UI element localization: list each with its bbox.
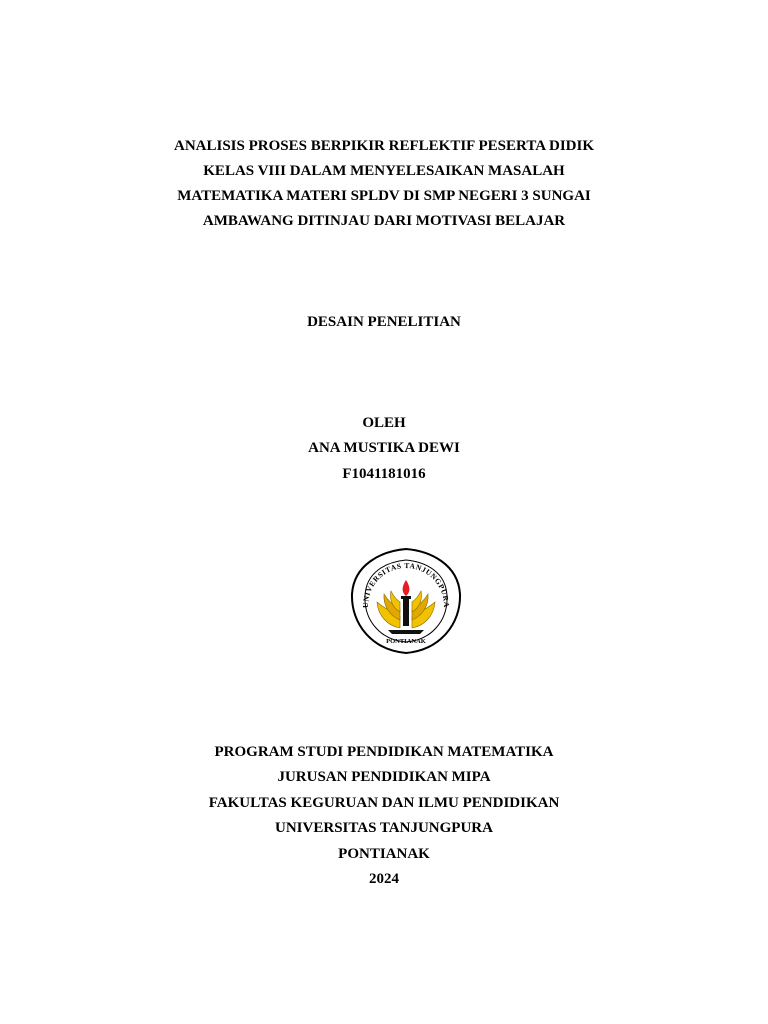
- author-label: OLEH: [362, 415, 406, 431]
- document-type: DESAIN PENELITIAN: [307, 314, 461, 330]
- title-line-3: MATEMATIKA MATERI SPLDV DI SMP NEGERI 3 SUNGAI: [177, 188, 591, 204]
- institution-line-5: PONTIANAK: [338, 846, 430, 862]
- logo-ring-text: UNIVERSITAS TANJUNGPURA: [360, 560, 452, 609]
- title-line-2: KELAS VIII DALAM MENYELESAIKAN MASALAH: [203, 163, 565, 179]
- institution-line-2: JURUSAN PENDIDIKAN MIPA: [277, 769, 491, 785]
- logo-bottom-text: PONTIANAK: [386, 638, 426, 645]
- institution-line-3: FAKULTAS KEGURUAN DAN ILMU PENDIDIKAN: [208, 795, 560, 811]
- institution-line-1: PROGRAM STUDI PENDIDIKAN MATEMATIKA: [214, 744, 554, 760]
- author-name: ANA MUSTIKA DEWI: [308, 440, 460, 456]
- title-line-1: ANALISIS PROSES BERPIKIR REFLEKTIF PESERTA DIDIK: [174, 138, 594, 154]
- institution-line-4: UNIVERSITAS TANJUNGPURA: [275, 820, 493, 836]
- title-line-4: AMBAWANG DITINJAU DARI MOTIVASI BELAJAR: [202, 213, 566, 229]
- logo-base: [388, 630, 424, 634]
- institution-year: 2024: [369, 871, 399, 887]
- author-id: F1041181016: [342, 466, 426, 482]
- university-logo: [348, 546, 464, 656]
